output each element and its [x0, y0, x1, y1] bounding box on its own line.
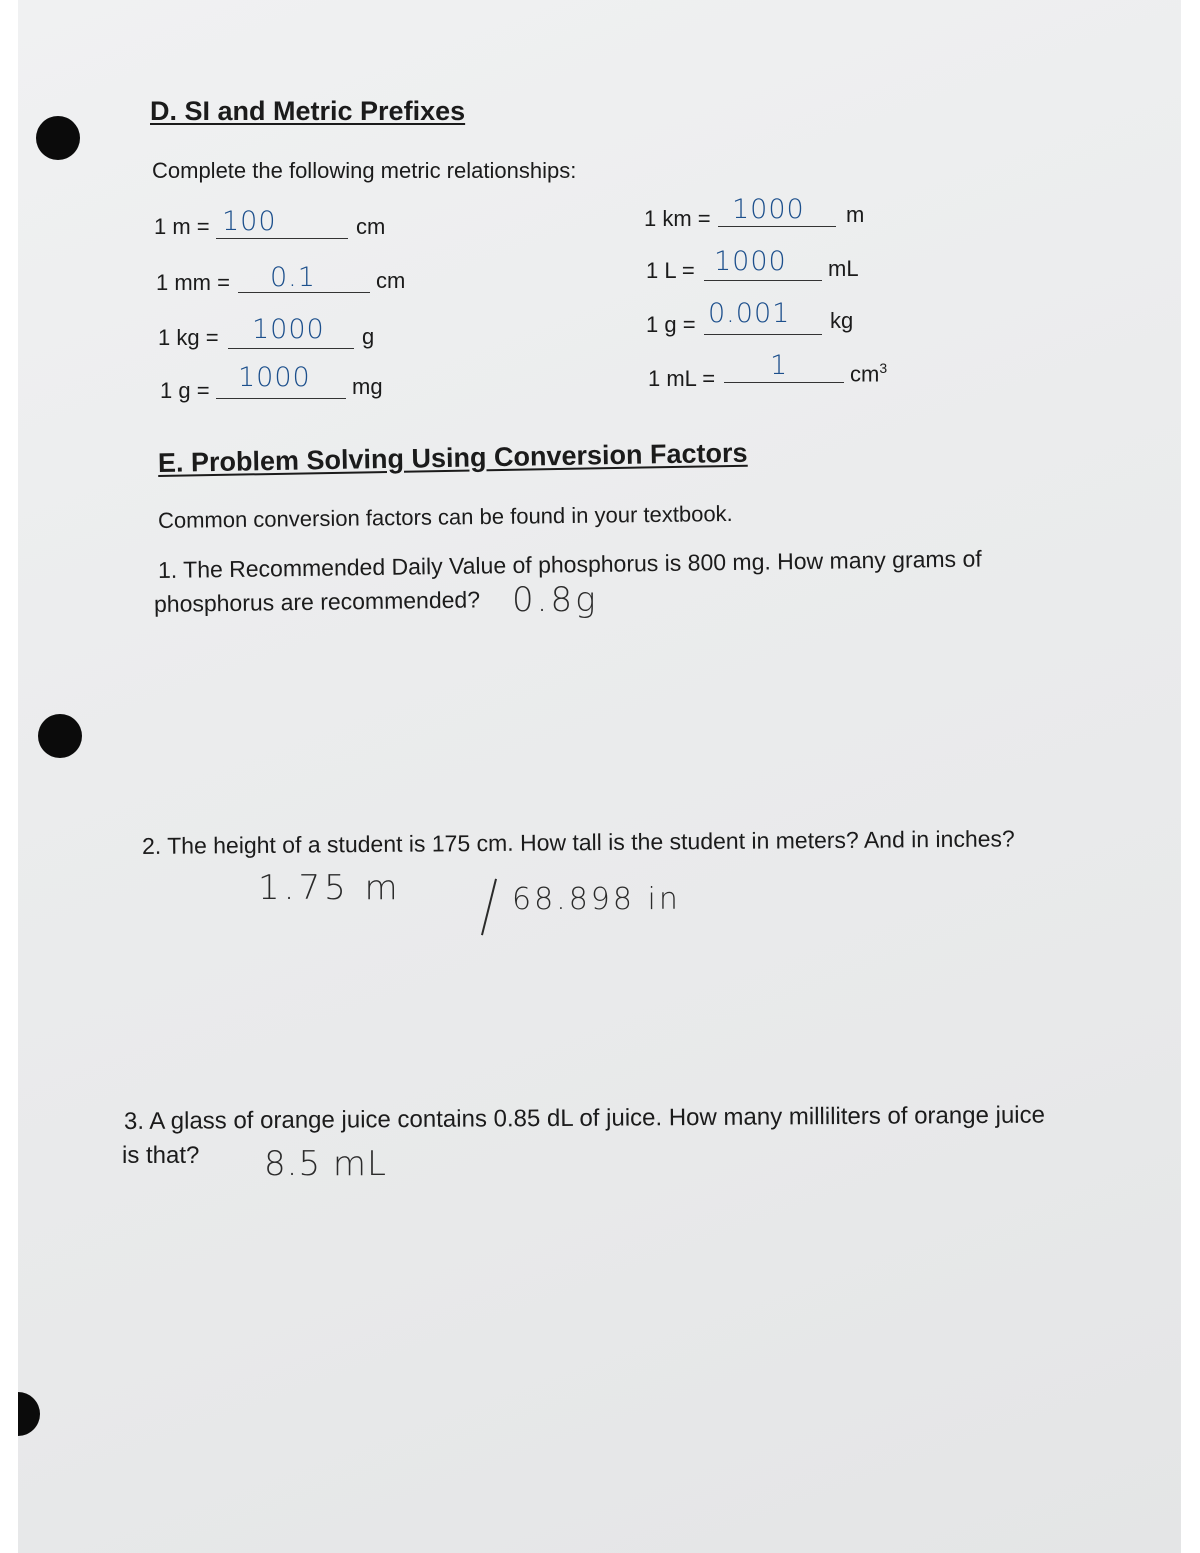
handwritten-answer: 1000: [238, 362, 311, 393]
item-unit: mg: [352, 374, 383, 399]
item-label: 1 g =: [160, 378, 210, 403]
worksheet-page: [18, 0, 1181, 1553]
handwritten-answer: 0.001: [708, 298, 791, 329]
section-e-heading: E. Problem Solving Using Conversion Factors: [157, 437, 748, 478]
item-unit: cm: [376, 268, 406, 293]
answer-blank: [216, 398, 346, 399]
answer-blank: [228, 348, 354, 349]
question-text-line1: 1. The Recommended Daily Value of phosphorus is 800 mg. How many grams of: [157, 545, 982, 583]
section-e-intro: Common conversion factors can be found in your textbook.: [157, 500, 733, 533]
binder-hole-top: [36, 116, 80, 160]
item-unit: g: [362, 324, 375, 349]
answer-blank: [704, 280, 822, 281]
item-label: 1 kg =: [158, 325, 219, 350]
bleed-through-text: [918, 82, 925, 108]
handwritten-answer: 1000: [252, 314, 325, 345]
item-unit: cm: [356, 214, 386, 239]
binder-hole-bottom: [18, 1392, 40, 1436]
handwritten-answer: 0.8g: [512, 580, 599, 620]
question-text-line1: 2. The height of a student is 175 cm. How tall is the student in meters? And in inches?: [141, 825, 1015, 859]
handwritten-answer: 1: [770, 350, 789, 381]
handwritten-answer: 8.5 mL: [264, 1144, 387, 1184]
item-label: 1 km =: [644, 206, 711, 231]
question-text-line1: 3. A glass of orange juice contains 0.85 dL of juice. How many milliliters of orange juice: [123, 1101, 1046, 1135]
item-label: 1 m =: [154, 214, 210, 239]
answer-blank: [718, 226, 836, 227]
item-label: 1 L =: [646, 258, 695, 283]
section-d-heading: D. SI and Metric Prefixes: [150, 96, 466, 126]
answer-blank: [216, 238, 348, 239]
item-label: 1 mm =: [156, 270, 230, 295]
item-label: 1 g =: [646, 312, 696, 337]
separator-slash: [481, 879, 497, 936]
item-label: 1 mL =: [648, 366, 716, 391]
question-text-line2: phosphorus are recommended?: [153, 586, 481, 617]
item-unit: m: [846, 202, 865, 227]
binder-hole-middle: [38, 714, 82, 758]
answer-blank: [704, 334, 822, 335]
handwritten-answer: 100: [222, 206, 277, 237]
handwritten-answer: 1000: [732, 194, 805, 225]
question-text-line2: is that?: [122, 1142, 200, 1169]
handwritten-answer: 1000: [714, 246, 787, 277]
item-unit: mL: [828, 256, 859, 281]
handwritten-answer: 0.1: [270, 262, 316, 293]
item-unit: kg: [830, 308, 854, 333]
answer-blank: [724, 382, 844, 383]
item-unit: $cm^3$: [850, 360, 888, 387]
handwritten-answer-meters: 1.75 m: [258, 868, 402, 908]
section-d-instruction: Complete the following metric relationships:: [152, 158, 577, 183]
handwritten-answer-inches: 68.898 in: [512, 882, 681, 917]
